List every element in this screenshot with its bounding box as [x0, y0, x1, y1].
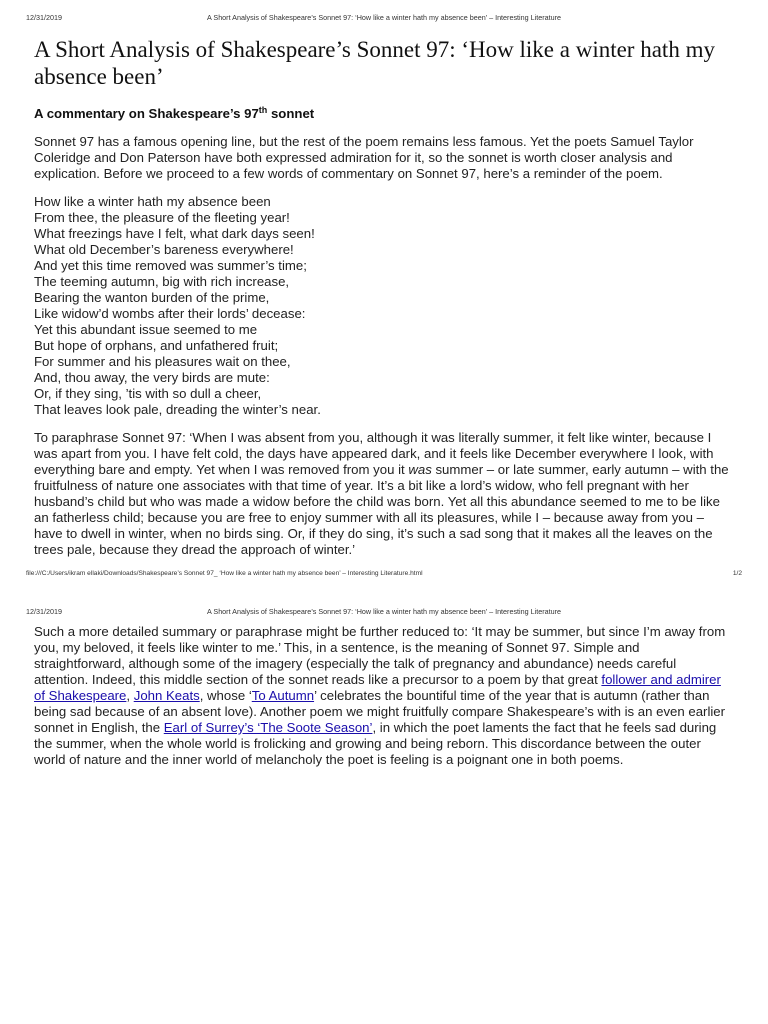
poem-line: Yet this abundant issue seemed to me	[34, 322, 258, 337]
paraphrase-text-1: To paraphrase Sonnet 97: ‘When I was absent from you, although it was literally summer, it felt like winter, because I was apart from you. I have felt cold, the days have appeared dark, and it feels like December everywhere I look, with everything bare and empty. Yet when I was removed from you it	[34, 430, 714, 477]
summary-text-4: ’ celebrates the bountiful time of the year that is autumn (rather than being sad because of an absent love). Another poem we might fruitfully compare Shakespeare’s with is an even earlier sonnet in English, the	[34, 688, 726, 735]
article-page-1	[34, 36, 734, 558]
poem-line: For summer and his pleasures wait on thee,	[34, 354, 291, 369]
summary-paragraph	[34, 624, 734, 768]
intro-paragraph: Sonnet 97 has a famous opening line, but the rest of the poem remains less famous. Yet the poets Samuel Taylor Coleridge and Don Paterson have both expressed admiration for it, so the sonnet is worth closer analysis and explication. Before we proceed to a few words of commentary on Sonnet 97, here’s a reminder of the poem.	[34, 134, 694, 181]
summary-text-5: , in which the poet laments the fact that he feels sad during the summer, when the whole world is frolicking and growing and being reborn. This discordance between the outer world of nature and the inner world of melancholy the poet is feeling is a poignant one in both poems.	[34, 720, 717, 767]
summary-text-2: ,	[126, 688, 134, 703]
summary-text-3: , whose ‘	[199, 688, 252, 703]
sonnet-poem	[34, 194, 734, 418]
poem-line: Or, if they sing, ’tis with so dull a cheer,	[34, 386, 262, 401]
poem-line: From thee, the pleasure of the fleeting year!	[34, 210, 290, 225]
poem-line: Bearing the wanton burden of the prime,	[34, 290, 270, 305]
article-page-2	[34, 624, 734, 768]
to-autumn-link[interactable]: To Autumn	[251, 688, 315, 703]
print-date: 12/31/2019	[26, 13, 62, 22]
poem-line: That leaves look pale, dreading the winter’s near.	[34, 402, 321, 417]
poem-line: But hope of orphans, and unfathered fruit;	[34, 338, 279, 353]
subheading-suffix: sonnet	[267, 106, 315, 121]
print-file-path: file:///C:/Users/ikram ellaki/Downloads/Shakespeare’s Sonnet 97_ ‘How like a winter hath my absence been’ – Interesting Literature.html	[26, 570, 423, 577]
print-header-title: A Short Analysis of Shakespeare’s Sonnet 97: ‘How like a winter hath my absence been’ – Interesting Literature	[207, 13, 561, 22]
article-subheading	[34, 105, 734, 123]
poem-line: What freezings have I felt, what dark days seen!	[34, 226, 315, 241]
article-title: A Short Analysis of Shakespeare’s Sonnet 97: ‘How like a winter hath my absence been’	[34, 37, 715, 89]
paraphrase-emphasis: was	[408, 462, 432, 477]
poem-line: How like a winter hath my absence been	[34, 194, 271, 209]
subheading-text: A commentary on Shakespeare’s 97	[34, 106, 259, 121]
poem-line: And yet this time removed was summer’s time;	[34, 258, 307, 273]
subheading-superscript: th	[258, 105, 268, 115]
print-page-number: 1/2	[732, 570, 742, 577]
john-keats-link[interactable]: John Keats	[133, 688, 200, 703]
poem-line: The teeming autumn, big with rich increase,	[34, 274, 290, 289]
soote-season-link[interactable]: Earl of Surrey’s ‘The Soote Season’	[163, 720, 373, 735]
print-header-title: A Short Analysis of Shakespeare’s Sonnet 97: ‘How like a winter hath my absence been’ – Interesting Literature	[207, 607, 561, 616]
summary-text-1: Such a more detailed summary or paraphrase might be further reduced to: ‘It may be summer, but since I’m away from you, my beloved, it feels like winter to me.’ This, in a sentence, is the meaning of Sonnet 97. Simple and straightforward, although some of the imagery (especially the talk of pregnancy and abundance) needs careful attention. Indeed, this middle section of the sonnet reads like a precursor to a poem by that great	[34, 624, 726, 687]
print-date: 12/31/2019	[26, 607, 62, 616]
print-header-page-1	[26, 13, 742, 25]
poem-line: And, thou away, the very birds are mute:	[34, 370, 270, 385]
paraphrase-text-2: summer – or late summer, early autumn – with the fruitfulness of nature one associates with that time of year. It’s a bit like a lord’s widow, who fell pregnant with her husband’s child but who was made a widow before the child was born. Yet all this abundance seemed to me to be like an fatherless child; because you are free to enjoy summer with all its pleasures, while I – because away from you – have to dwell in winter, when no birds sing. Or, if they do sing, it’s such a sad song that it makes all the leaves on the trees pale, because they dread the approach of winter.’	[34, 462, 729, 557]
paraphrase-paragraph	[34, 430, 734, 558]
print-footer-page-1	[26, 570, 742, 582]
poem-line: Like widow’d wombs after their lords’ decease:	[34, 306, 306, 321]
print-header-page-2	[26, 607, 742, 619]
follower-admirer-link[interactable]: follower and admirer of Shakespeare	[34, 672, 721, 703]
poem-line: What old December’s bareness everywhere!	[34, 242, 294, 257]
